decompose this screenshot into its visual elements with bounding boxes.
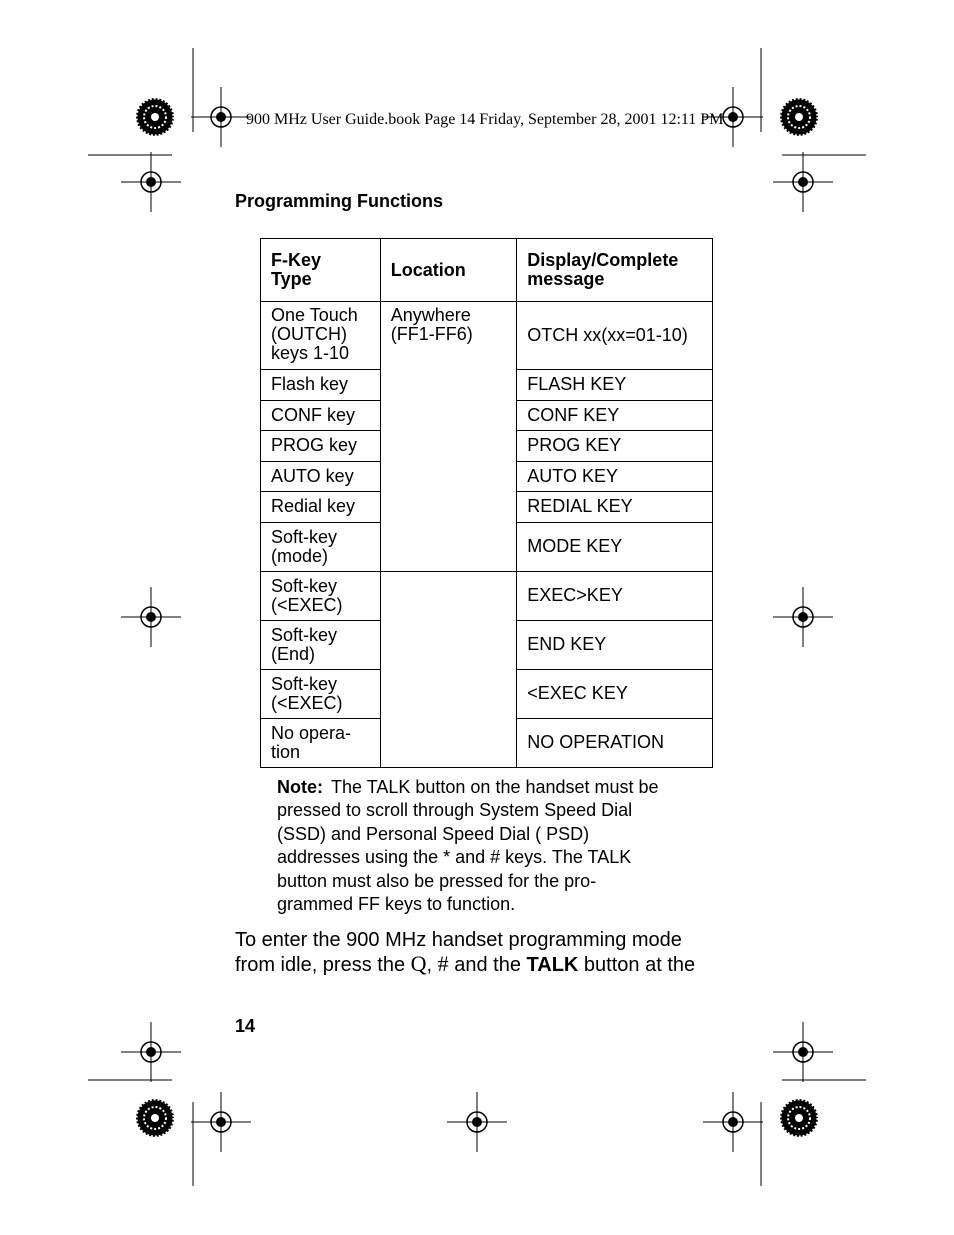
cell-display: AUTO KEY — [517, 461, 713, 492]
registration-mark — [773, 587, 833, 647]
q-key-icon: Q — [410, 951, 427, 976]
registration-star-top-left — [136, 98, 174, 136]
cell-location-empty — [380, 571, 517, 767]
cell-type: Redial key — [261, 492, 381, 523]
registration-mark — [121, 1022, 181, 1082]
note-block — [277, 776, 697, 916]
cell-type: AUTO key — [261, 461, 381, 492]
section-title: Programming Functions — [235, 191, 444, 211]
cell-display: END KEY — [517, 620, 713, 669]
page-number: 14 — [235, 1016, 256, 1036]
header-location: Location — [380, 239, 517, 302]
note-label: Note: — [277, 777, 323, 797]
cell-type: Soft-key (<EXEC) — [261, 571, 381, 620]
table-header-row — [261, 239, 713, 302]
note-line: addresses using the * and # keys. The TALK — [277, 847, 632, 868]
cell-display: PROG KEY — [517, 431, 713, 462]
cell-location-anywhere: Anywhere (FF1-FF6) — [380, 302, 517, 572]
body-text-fragment: from idle, press the — [235, 954, 406, 976]
table-row — [261, 571, 713, 620]
registration-mark — [191, 1092, 251, 1152]
registration-mark — [121, 152, 181, 212]
registration-mark — [447, 1092, 507, 1152]
registration-star-top-right — [780, 98, 818, 136]
cell-display: FLASH KEY — [517, 370, 713, 401]
header-fkey-type: F-Key Type — [261, 239, 381, 302]
cell-type: Soft-key (<EXEC) — [261, 669, 381, 718]
comma: , — [426, 954, 433, 976]
cell-type: PROG key — [261, 431, 381, 462]
cell-display: CONF KEY — [517, 400, 713, 431]
cell-type: Flash key — [261, 370, 381, 401]
note-line: grammed FF keys to function. — [277, 894, 516, 915]
cell-display: REDIAL KEY — [517, 492, 713, 523]
cell-display: OTCH xx(xx=01-10) — [517, 302, 713, 370]
note-line: (SSD) and Personal Speed Dial ( PSD) — [277, 823, 590, 844]
registration-mark — [121, 587, 181, 647]
cell-display: EXEC>KEY — [517, 571, 713, 620]
body-paragraph — [235, 929, 735, 977]
talk-key-label: TALK — [526, 954, 579, 976]
cell-type: Soft-key (End) — [261, 620, 381, 669]
note-line: The TALK button on the handset must be — [331, 777, 659, 797]
registration-mark — [191, 87, 251, 147]
cell-type: No opera- tion — [261, 718, 381, 767]
fkey-table — [260, 238, 713, 768]
header-display: Display/Complete message — [517, 239, 713, 302]
cell-display: <EXEC KEY — [517, 669, 713, 718]
registration-mark — [773, 1022, 833, 1082]
cell-type: One Touch (OUTCH) keys 1-10 — [261, 302, 381, 370]
registration-star-bottom-left — [136, 1099, 174, 1137]
cell-display: MODE KEY — [517, 522, 713, 571]
note-line: button must also be pressed for the pro- — [277, 870, 597, 891]
top-crop-lines — [88, 48, 866, 155]
body-text-fragment: button at the — [583, 954, 696, 976]
cell-type: CONF key — [261, 400, 381, 431]
hash-key-icon: # — [437, 951, 449, 976]
body-line: To enter the 900 MHz handset programming mode — [235, 929, 682, 951]
body-text-fragment: and the — [454, 954, 521, 976]
cell-display: NO OPERATION — [517, 718, 713, 767]
table-row — [261, 302, 713, 370]
registration-mark — [773, 152, 833, 212]
registration-star-bottom-right — [780, 1099, 818, 1137]
registration-mark — [703, 1092, 763, 1152]
cell-type: Soft-key (mode) — [261, 522, 381, 571]
note-line: pressed to scroll through System Speed Dial — [277, 800, 633, 821]
running-head: 900 MHz User Guide.book Page 14 Friday, September 28, 2001 12:11 PM — [246, 111, 724, 128]
